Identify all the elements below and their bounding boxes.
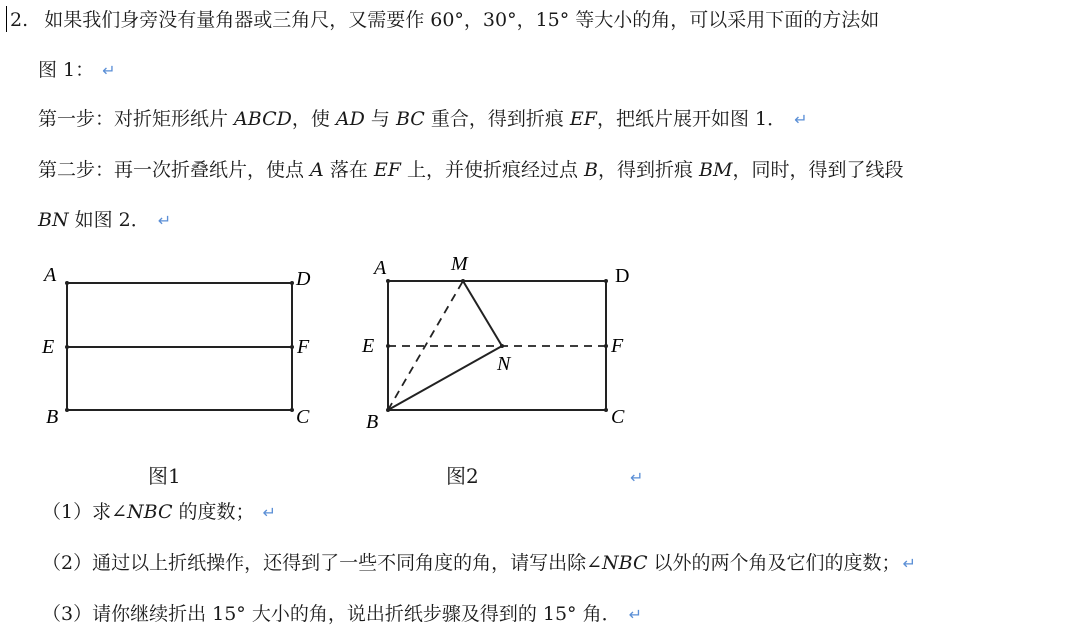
- question-3: [42, 602, 642, 627]
- point-a: [386, 279, 390, 283]
- label-e: E: [42, 336, 55, 358]
- segment-bn: [388, 346, 502, 410]
- question-1-angle: NBC: [127, 501, 173, 523]
- label-c: C: [611, 406, 625, 428]
- return-mark-icon: ↵: [794, 110, 808, 129]
- figure-1: [30, 255, 330, 435]
- step-1: [38, 107, 808, 132]
- point-c: [604, 408, 608, 412]
- return-mark-icon: ↵: [157, 211, 172, 230]
- question-2: [42, 551, 916, 576]
- label-e: E: [362, 335, 375, 357]
- step1-text: 与: [364, 108, 396, 130]
- step2-b: B: [584, 159, 598, 181]
- point-b: [386, 408, 390, 412]
- step2-text: 第二步：再一次折叠纸片，使点: [38, 159, 311, 181]
- question-2-text: 以外的两个角及它们的度数；: [647, 552, 901, 574]
- question-1-text: 的度数；: [172, 501, 255, 523]
- label-a: A: [374, 257, 387, 279]
- point-e: [65, 345, 69, 349]
- question-3-text: （3）请你继续折出 15° 大小的角，说出折纸步骤及得到的 15° 角．: [42, 603, 621, 625]
- point-d: [604, 279, 608, 283]
- step2-text: ，得到折痕: [598, 159, 700, 181]
- label-b: B: [46, 406, 59, 428]
- step1-ad: AD: [335, 108, 365, 130]
- problem-text-line-1: 如果我们身旁没有量角器或三角尺，又需要作 60°，30°，15° 等大小的角，可以采用下面的方法如: [44, 9, 880, 31]
- question-2-angle: NBC: [602, 552, 648, 574]
- point-m: [461, 279, 465, 283]
- step2-text: ，同时，得到了线段: [732, 159, 904, 181]
- label-c: C: [296, 406, 310, 428]
- step2-text: 落在: [323, 159, 374, 181]
- figure-2: [350, 248, 650, 438]
- step1-text: 重合，得到折痕: [424, 108, 570, 130]
- label-d: D: [296, 268, 311, 290]
- label-n: N: [497, 353, 511, 375]
- question-1: [42, 500, 276, 525]
- segment-mn: [463, 281, 502, 346]
- point-n: [500, 344, 504, 348]
- label-a: A: [44, 264, 57, 286]
- step2-bm: BM: [699, 159, 733, 181]
- step1-bc: BC: [395, 108, 425, 130]
- step1-text: ，把纸片展开如图 1．: [596, 108, 787, 130]
- step-2: [38, 158, 903, 182]
- problem-line-2: [38, 58, 116, 83]
- return-mark-icon: ↵: [630, 468, 644, 487]
- point-f: [604, 344, 608, 348]
- point-e: [386, 344, 390, 348]
- text-cursor: [6, 6, 7, 32]
- return-mark-icon: ↵: [628, 605, 643, 624]
- step2-ef: EF: [373, 159, 401, 181]
- step2-text: 上，并使折痕经过点: [400, 159, 585, 181]
- point-f: [290, 345, 294, 349]
- label-d: D: [615, 265, 630, 287]
- step-2-cont: [38, 208, 171, 233]
- return-mark-icon: ↵: [262, 503, 276, 522]
- step1-abcd: ABCD: [234, 108, 292, 130]
- label-f: F: [297, 336, 310, 358]
- point-c: [290, 408, 294, 412]
- step2-bn: BN: [38, 209, 69, 231]
- label-m: M: [451, 253, 468, 275]
- figure-1-caption: 图1: [148, 464, 181, 488]
- figure-2-caption: 图2: [446, 464, 479, 488]
- step1-text: 第一步：对折矩形纸片: [38, 108, 235, 130]
- point-a: [65, 281, 69, 285]
- point-b: [65, 408, 69, 412]
- problem-number: 2.: [10, 9, 29, 31]
- return-mark-icon: ↵: [102, 61, 116, 80]
- return-mark-icon: ↵: [902, 554, 916, 573]
- step1-ef: EF: [569, 108, 597, 130]
- step2-text: 如图 2．: [68, 209, 150, 231]
- step1-text: ，使: [291, 108, 336, 130]
- problem-line-1: [10, 8, 879, 32]
- step2-a: A: [310, 159, 324, 181]
- question-2-text: （2）通过以上折纸操作，还得到了一些不同角度的角，请写出除∠: [42, 552, 603, 574]
- point-d: [290, 281, 294, 285]
- problem-text-line-2: 图 1：: [38, 59, 95, 81]
- question-1-text: （1）求∠: [42, 501, 128, 523]
- label-f: F: [611, 335, 624, 357]
- label-b: B: [366, 411, 379, 433]
